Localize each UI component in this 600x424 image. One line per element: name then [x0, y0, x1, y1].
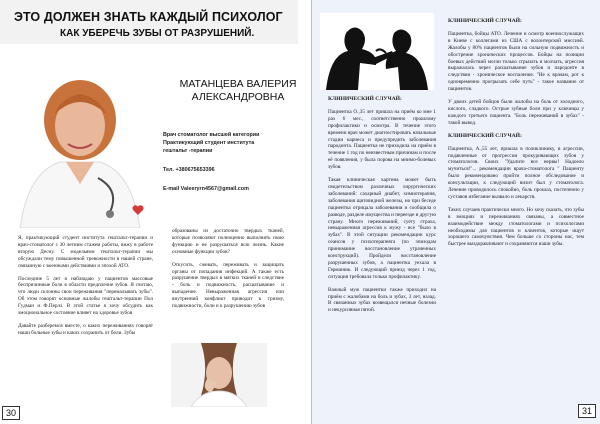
left-column-1: [18, 235, 153, 343]
paragraph: У двоих детей бойцов были жалобы на боль от холодного, кислого, сладкого. Острые зубные боли при у ключицы у каждого третьего пациента. "Боль переживаний в зубах" - такой вывод.: [448, 99, 584, 126]
author-name: [165, 78, 311, 104]
doctor-photo: [0, 60, 158, 228]
right-page: [312, 0, 600, 424]
page-number-right: 31: [578, 404, 596, 418]
paragraph: Откусить, сжевать, переживать и защищать органы от попадания инфекций. А также есть разрушение твердых в мягких тканей и следствие - боль и подвижность, расшатывание и выпадение. Невыраженная агрессия или внутренний конфликт приводит к тризму, подвижности, боли и к разрушению зубов: [172, 261, 284, 310]
credit-line1: Врач стоматолог высшей категории: [163, 132, 260, 138]
author-name-line1: МАТАНЦЕВА ВАЛЕРИЯ: [179, 78, 297, 90]
page-number-left: 30: [2, 406, 20, 420]
section-heading: КЛИНИЧЕСКИЙ СЛУЧАЙ:: [328, 96, 402, 102]
credit-line3: гештальт -терапии: [163, 148, 213, 154]
paragraph: Важный муж пациентки также приходил на приём с жалобами на боль и зубах, 3 лет, назад. В связанных зубах возвещался нечные болезни и некурсивная пятой.: [328, 286, 436, 314]
toothache-photo: [171, 343, 267, 407]
headline: ЭТО ДОЛЖЕН ЗНАТЬ КАЖДЫЙ ПСИХОЛОГ: [14, 10, 283, 24]
author-name-line2: АЛЕКСАНДРОВНА: [191, 91, 285, 103]
paragraph: Пациентка, бойцы АТО. Лечение и осмотр военнослужащих в Киеве с коллегами из США с волонтерской миссией. Жалобы у 80% пациентов были на сильную подвижность и обострение хронических процессов. Бойцы на позиции боевых действий могли только сгрызать и молчать, агрессия выражалась через расшатывание зубов и пародонте в следствии - хроническое воспаление. "Не к врачам, рот к одновременно прогрызать себе путь" - такое название от пациентов.: [448, 30, 584, 93]
paragraph: Я, практикующий студент института гештальт-терапии и врач-стоматолог с 30 летним стажем работы, вижу в работе вторую Десну. С модельями гештальт-терапии мы обсуждали тему повышенной тревожности в нашей стране, связанную с военными действиями и эпохой АТО.: [18, 235, 153, 269]
heart-icon: [132, 205, 144, 215]
email[interactable]: E-mail Valeeryrn4567@gmail.com: [163, 186, 249, 192]
left-column-2: [172, 228, 284, 316]
right-column-b: [448, 18, 584, 254]
right-column-a: [328, 96, 436, 320]
section-heading: КЛИНИЧЕСКИЙ СЛУЧАЙ:: [448, 132, 522, 139]
headline-box: [0, 0, 298, 44]
section-heading: КЛИНИЧЕСКИЙ СЛУЧАЙ:: [448, 18, 522, 24]
phone: Тел. +380675653396: [163, 167, 215, 173]
paragraph: образованы из достаточно твердых тканей, которые позволяют полноценно выполнять свою функцию и не разрушаться всю жизнь. Какие основные функции зубов?: [172, 228, 284, 255]
paragraph: Пациентка О.,35 лет пришла на приём ко мне 1 раз 6 мес., соответственно прошлому профилактики и осмотра. В течение этого времени врач может диагностировать начальные стадии кариеса и предупредить заболевания пародонта. Пациентка не приходила на приём в течение 1 год по неизвестным причинам и после её появления, у была порова на мнимо-болевых зубов.: [328, 108, 436, 171]
paragraph: Последние 5 лет я наблюдаю у пациентов массовые беспричинные боли в области предплечие зубов. Я считаю, что люди склонны свои переживания "перемалывать зубы". Об этом говорят основные жалобы гештальт-терапии Пол Гудман и Ф.Перлз. В этой статье я хочу обсудить как эмоциональное состояние влияет на здоровье зубов: [18, 275, 153, 317]
paragraph: Пациентка, А.,55 лет, пришла в поликлинику, в агрессии, подавленные от прогрессии прокуривающих зубов у стоматологов. Своих "Удалите все нервы! Надоело мучиться!"... рекомендации врача-стоматолога " Пациенту было рекомендовано пройти полное обследование и консультации, к следующий визит был у стоматолога. Лечение проводилось спокойно, боль прошла, постепенно у суставов избегание вызвало и лекарств.: [448, 145, 584, 200]
paragraph: Таких случаев практически много. Но хочу сказать, что зубы в эмоциях и переживаниях связаны, а совместное взаимодействие между стоматологами и психологами необходимы для пациентов и клиентов, которые ищут хорошего самочувствия. Чем больше со стороны нас, тем быстрее выздоравливают и сохраняются наши зубы.: [448, 206, 584, 248]
credit-line2: Практикующий студент института: [163, 140, 255, 146]
paragraph: Давайте разберемся вместе, о каких переживаниях говорят наши больные зубы и каких сохранить от боли. Зубы: [18, 322, 153, 336]
couple-photo: [320, 13, 434, 90]
subheadline: КАК УБЕРЕЧЬ ЗУБЫ ОТ РАЗРУШЕНИЙ.: [60, 28, 255, 39]
paragraph: Такая клиническая картина может быть свидетельством различных хирургических заболеваний: сахарный диабет, химиотерапия, заболевания щитовидной железы, но при беседе пациентка отрицала заболевания и сообщила о разводе, разделе имущества и переезде в другую страну. Много переживаний, суету страха, невыраженная агрессия к мужу - все "было в зубах". В этой ситуации рекомендации курс сеансов у психотерапевта (по эпизодам принимание восстановление утраченных конструкций). Пройдели восстановление разрушенных зубов, а пациентка уехала в Германию. И следующий приезд через 1 год, ситуация требовала только профилактику.: [328, 177, 436, 280]
